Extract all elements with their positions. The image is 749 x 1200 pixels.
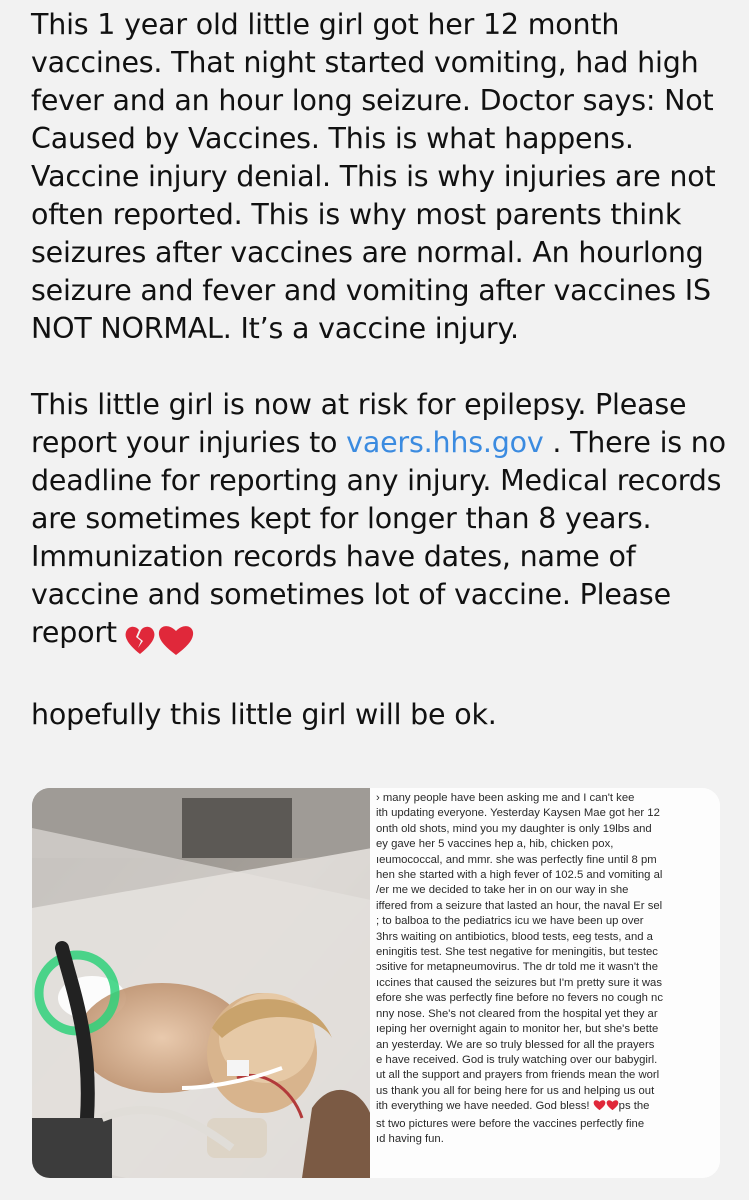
caption-line: hen she started with a high fever of 102.5 and vomiting al xyxy=(376,869,663,882)
caption-line: › many people have been asking me and I can't kee xyxy=(376,792,635,804)
caption-line: ıeping her overnight again to monitor her, but she's bette xyxy=(376,1023,659,1036)
post-paragraph: This 1 year old little girl got her 12 month vaccines. That night started vomiting, had high fever and an hour long seizure. Doctor says: Not Caused by Vaccines. This is what happens. Vaccine injury denial. This is why injuries are not often reported. This is why most parents think seizures after vaccines are normal. An hourlong seizure and fever and vomiting after vaccines IS NOT NORMAL. It’s a vaccine injury. xyxy=(31,8,716,345)
post-paragraph: hopefully this little girl will be ok. xyxy=(31,698,497,731)
caption-line: efore she was perfectly fine before no fevers no cough nc xyxy=(376,992,663,1005)
red-heart-icon xyxy=(157,623,195,657)
emoji-group xyxy=(593,1099,619,1116)
caption-line: iffered from a seizure that lasted an hour, the naval Er sel xyxy=(376,899,663,912)
caption-line: us thank you all for being here for us and helping us out xyxy=(376,1084,655,1097)
caption-line: an yesterday. We are so truly blessed for all the prayers xyxy=(376,1038,655,1051)
post-text xyxy=(31,6,731,734)
caption-line: ıccines that caused the seizures but I'm pretty sure it was xyxy=(376,976,662,989)
caption-line xyxy=(376,1099,720,1116)
caption-line: ut all the support and prayers from friends mean the worl xyxy=(376,1069,660,1082)
broken-heart-icon xyxy=(123,623,157,657)
red-heart-icon xyxy=(593,1099,606,1111)
caption-text xyxy=(376,791,720,1147)
caption-line: st two pictures were before the vaccines perfectly fine xyxy=(376,1117,645,1130)
hospital-photo xyxy=(32,788,372,1178)
caption-line: /er me we decided to take her in on our way in she xyxy=(376,884,629,897)
caption-line: ey gave her 5 vaccines hep a, hib, chicken pox, xyxy=(376,838,614,851)
caption-line: ıeumococcal, and mmr. she was perfectly fine until 8 pm xyxy=(376,853,657,866)
caption-line: eningitis test. She test negative for meningitis, but testec xyxy=(376,946,658,959)
caption-line: onth old shots, mind you my daughter is only 19lbs and xyxy=(376,822,652,835)
caption-line-start: ith everything we have needed. God bless! xyxy=(376,1100,590,1113)
caption-line: ɔsitive for metapneumovirus. The dr told me it wasn't the xyxy=(376,961,658,974)
vaers-link[interactable]: vaers.hhs.gov xyxy=(346,426,544,459)
caption-line: ith updating everyone. Yesterday Kaysen Mae got her 12 xyxy=(376,807,660,820)
red-heart-icon xyxy=(606,1099,619,1111)
caption-line: nny nose. She's not cleared from the hospital yet they ar xyxy=(376,1007,658,1020)
caption-line: ; to balboa to the pediatrics icu we have been up over xyxy=(376,915,644,928)
caption-line: ıd having fun. xyxy=(376,1132,444,1145)
emoji-group xyxy=(123,620,195,658)
attached-image[interactable] xyxy=(32,788,720,1178)
post-text-segment: . There is no deadline for reporting any injury. Medical records are sometimes kept for longer than 8 years. Immunization records have dates, name of vaccine and sometimes lot of vaccine. Please report xyxy=(31,426,726,649)
caption-line: 3hrs waiting on antibiotics, blood tests, eeg tests, and a xyxy=(376,930,653,943)
caption-line-end: ps the xyxy=(618,1100,650,1113)
caption-line: e have received. God is truly watching over our babygirl. xyxy=(376,1053,658,1066)
post-text-segment: This little girl is now at risk for epilepsy. Please report your injuries to xyxy=(31,388,687,459)
screenshot-caption xyxy=(370,788,720,1178)
post-paragraph xyxy=(31,386,731,658)
